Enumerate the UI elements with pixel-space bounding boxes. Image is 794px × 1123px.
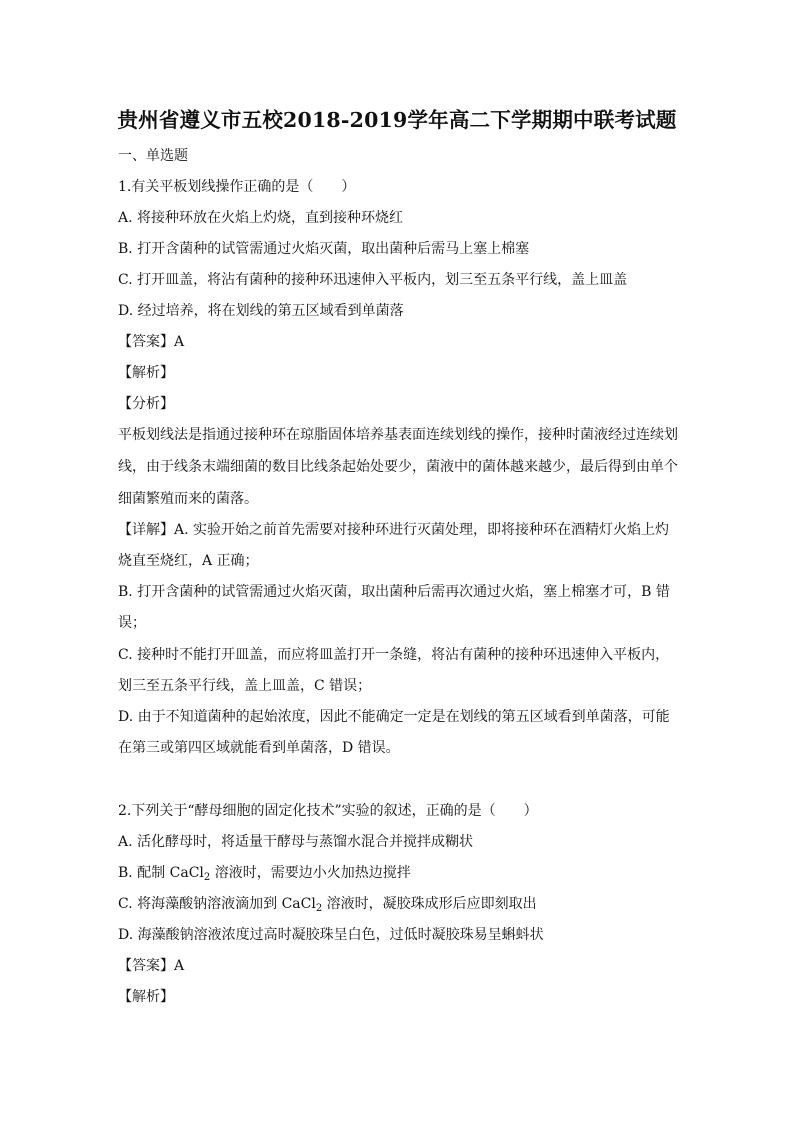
q2-stem: 2.下列关于“酵母细胞的固定化技术”实验的叙述，正确的是（ ）	[118, 803, 538, 819]
q1-detail-line: 【详解】A. 实验开始之前首先需要对接种环进行灭菌处理，即将接种环在酒精灯火焰上灼	[118, 522, 670, 538]
q1-option-b: B. 打开含菌种的试管需通过火焰灭菌，取出菌种后需马上塞上棉塞	[118, 241, 530, 257]
q1-detail-line: C. 接种时不能打开皿盖，而应将皿盖打开一条缝，将沾有菌种的接种环迅速伸入平板内，	[118, 647, 670, 663]
q1-detail-line: 划三至五条平行线，盖上皿盖，C 错误；	[118, 678, 372, 694]
q1-detail-line: B. 打开含菌种的试管需通过火焰灭菌，取出菌种后需再次通过火焰，塞上棉塞才可，B 错	[118, 584, 670, 600]
page-title: 贵州省遵义市五校2018-2019学年高二下学期期中联考试题	[117, 108, 677, 132]
q1-analysis-line: 细菌繁殖而来的菌落。	[118, 491, 258, 507]
q1-detail-line: 烧直至烧红，A 正确；	[118, 553, 259, 569]
q1-analysis-line: 平板划线法是指通过接种环在琼脂固体培养基表面连续划线的操作，接种时菌液经过连续划	[118, 427, 678, 443]
q1-analysis-line: 线，由于线条末端细菌的数目比线条起始处要少，菌液中的菌体越来越少，最后得到由单个	[118, 459, 678, 475]
q2-option-b: B. 配制 CaCl$_2$ 溶液时，需要边小火加热边搅拌	[118, 865, 411, 883]
q2-option-a: A. 活化酵母时，将适量干酵母与蒸馏水混合并搅拌成糊状	[118, 834, 474, 850]
q1-fenxi-label: 【分析】	[118, 396, 174, 412]
q1-answer: 【答案】A	[118, 334, 185, 350]
q2-option-c: C. 将海藻酸钠溶液滴加到 CaCl$_2$ 溶液时，凝胶珠成形后应即刻取出	[118, 896, 537, 914]
q1-option-d: D. 经过培养，将在划线的第五区域看到单菌落	[118, 303, 404, 319]
section-heading: 一、单选题	[118, 148, 188, 164]
q1-stem: 1.有关平板划线操作正确的是（ ）	[118, 179, 356, 195]
q2-option-d: D. 海藻酸钠溶液浓度过高时凝胶珠呈白色，过低时凝胶珠易呈蝌蚪状	[118, 927, 544, 943]
q1-detail-line: D. 由于不知道菌种的起始浓度，因此不能确定一定是在划线的第五区域看到单菌落，可能	[118, 709, 670, 725]
q2-answer: 【答案】A	[118, 958, 185, 974]
q1-option-a: A. 将接种环放在火焰上灼烧，直到接种环烧红	[118, 210, 404, 226]
q1-jiexi-label: 【解析】	[118, 365, 174, 381]
q1-detail-line: 在第三或第四区域就能看到单菌落，D 错误。	[118, 740, 400, 756]
q2-jiexi-label: 【解析】	[118, 989, 174, 1005]
q1-option-c: C. 打开皿盖，将沾有菌种的接种环迅速伸入平板内，划三至五条平行线，盖上皿盖	[118, 272, 628, 288]
q1-detail-line: 误；	[118, 615, 146, 631]
